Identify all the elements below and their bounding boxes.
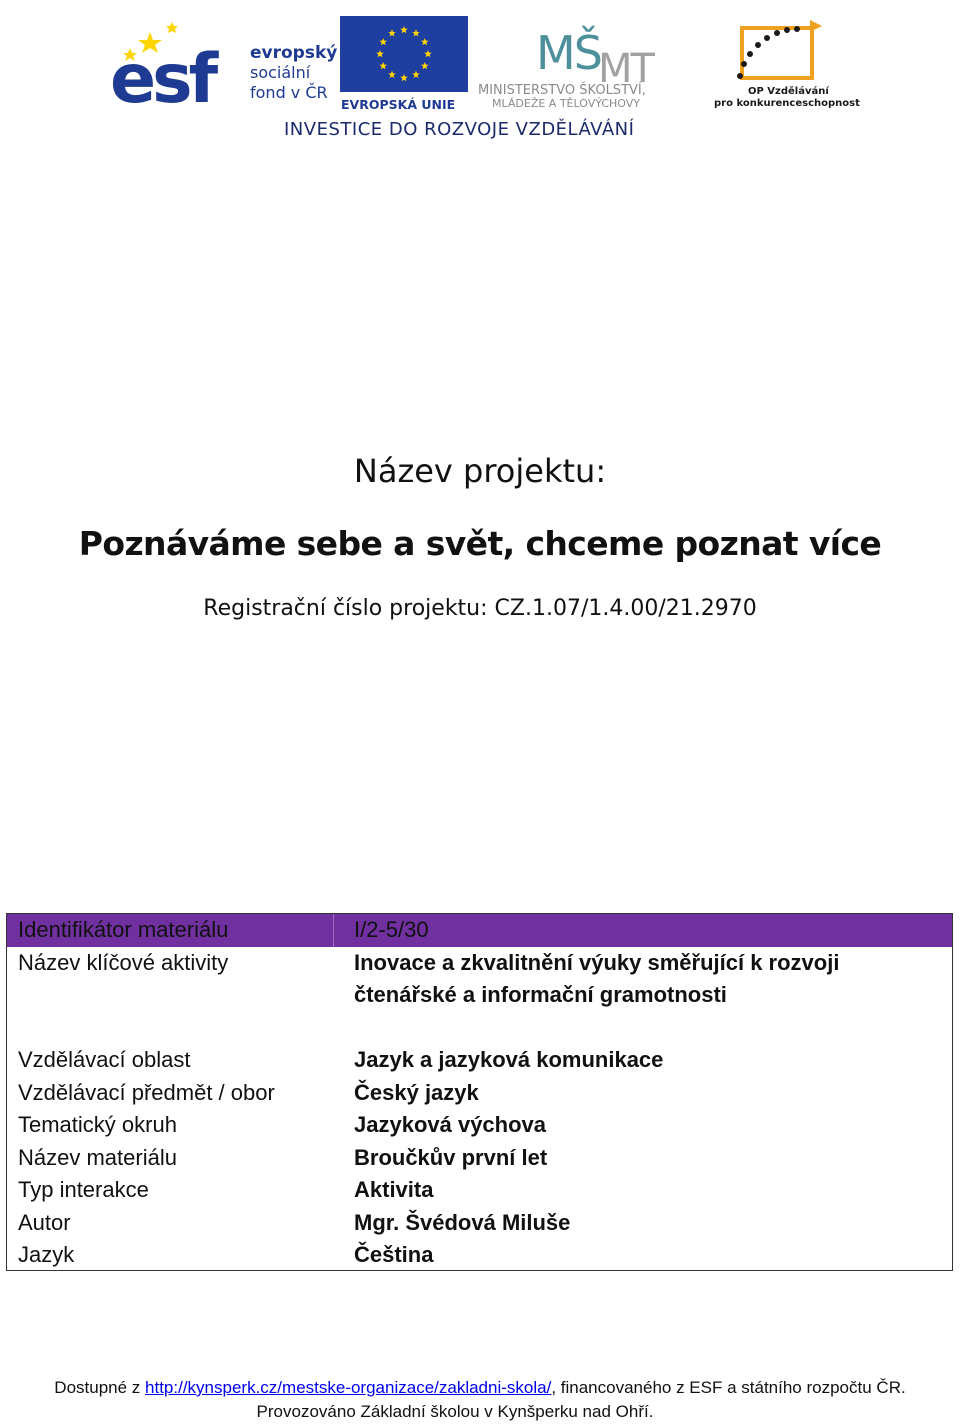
row-value-nazev-aktivity-line2: čtenářské a informační gramotnosti <box>354 982 727 1007</box>
row-value-nazev-aktivity: Inovace a zkvalitnění výuky směřující k rozvoji <box>354 950 840 975</box>
row-label-okruh: Tematický okruh <box>18 1112 177 1137</box>
row-value-nazev-materialu: Broučkův první let <box>354 1145 548 1170</box>
material-info-table <box>6 913 953 1271</box>
svg-text:EVROPSKÁ UNIE: EVROPSKÁ UNIE <box>341 97 456 112</box>
row-label-nazev-aktivity: Název klíčové aktivity <box>18 950 229 975</box>
row-value-okruh: Jazyková výchova <box>354 1112 547 1137</box>
svg-text:MT: MT <box>598 46 653 92</box>
row-value-jazyk: Čeština <box>354 1242 434 1267</box>
footer-prefix: Dostupné z <box>54 1378 146 1397</box>
project-name: Poznáváme sebe a svět, chceme poznat více <box>78 524 882 563</box>
svg-text:OP Vzdělávání: OP Vzdělávání <box>748 86 829 97</box>
row-label-nazev-materialu: Název materiálu <box>18 1145 177 1170</box>
svg-text:MINISTERSTVO ŠKOLSTVÍ,: MINISTERSTVO ŠKOLSTVÍ, <box>478 83 646 98</box>
svg-text:MŠ: MŠ <box>536 26 601 80</box>
footer-availability <box>0 1378 960 1398</box>
row-value-predmet: Český jazyk <box>354 1080 479 1105</box>
svg-text:pro konkurenceschopnost: pro konkurenceschopnost <box>714 98 860 109</box>
row-value-autor: Mgr. Švédová Miluše <box>354 1210 571 1235</box>
eu-flag-logo <box>340 16 470 112</box>
svg-text:fond v ČR: fond v ČR <box>250 83 328 102</box>
project-label: Název projektu: <box>353 452 607 490</box>
svg-text:evropský: evropský <box>250 43 338 63</box>
op-vzdelavani-logo <box>710 14 860 114</box>
investice-banner: INVESTICE DO ROZVOJE VZDĚLÁVÁNÍ <box>284 119 635 140</box>
msmt-logo <box>478 14 703 114</box>
row-label-jazyk: Jazyk <box>18 1242 75 1267</box>
footer-suffix: , financovaného z ESF a státního rozpočtu ČR. <box>551 1378 906 1397</box>
row-label-oblast: Vzdělávací oblast <box>18 1047 191 1072</box>
footer-link[interactable]: http://kynsperk.cz/mestske-organizace/zakladni-skola/ <box>145 1378 552 1397</box>
esf-logo <box>108 14 343 114</box>
logo-header <box>88 4 874 150</box>
row-label-identifikator: Identifikátor materiálu <box>18 917 229 942</box>
footer-operator: Provozováno Základní školou v Kynšperku nad Ohří. <box>256 1402 654 1421</box>
row-value-oblast: Jazyk a jazyková komunikace <box>354 1047 664 1072</box>
row-value-identifikator: I/2-5/30 <box>354 917 429 942</box>
row-value-typ-interakce: Aktivita <box>354 1177 434 1202</box>
row-label-autor: Autor <box>18 1210 71 1235</box>
header-divider <box>333 914 334 947</box>
registration-number: Registrační číslo projektu: CZ.1.07/1.4.00/21.2970 <box>203 596 757 621</box>
table-header-row <box>7 914 952 947</box>
svg-text:esf: esf <box>110 40 215 114</box>
row-label-predmet: Vzdělávací předmět / obor <box>18 1080 275 1105</box>
svg-text:MLÁDEŽE A TĚLOVÝCHOVY: MLÁDEŽE A TĚLOVÝCHOVY <box>492 97 640 110</box>
row-label-typ-interakce: Typ interakce <box>18 1177 149 1202</box>
svg-text:sociální: sociální <box>250 63 311 82</box>
